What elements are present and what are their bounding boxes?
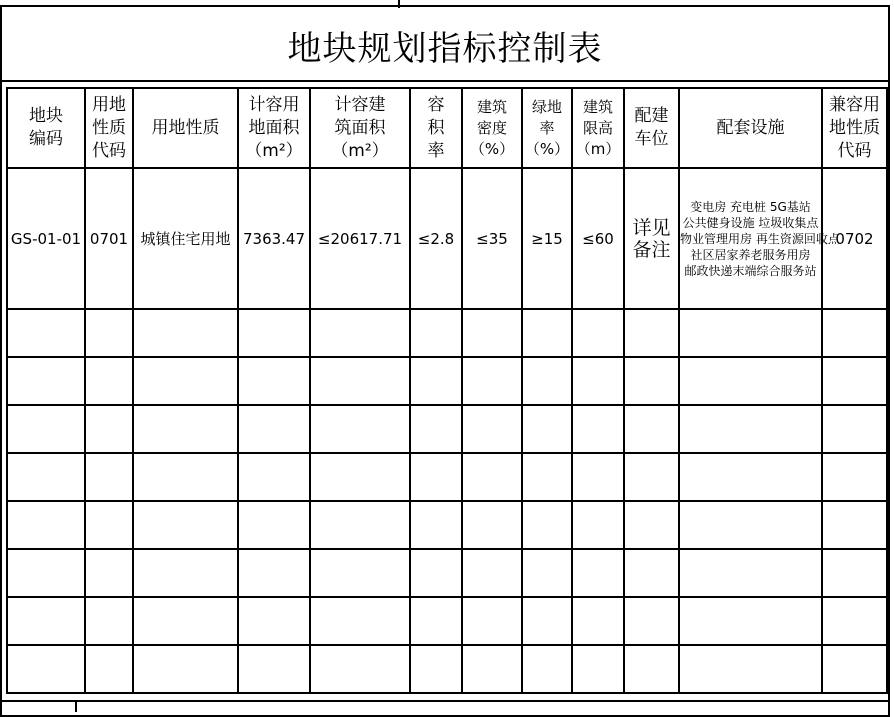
facility-line: 物业管理用房 再生资源回收点 bbox=[680, 231, 840, 246]
header-parcel-code: 地块 编码 bbox=[7, 88, 85, 168]
cell-green-rate: ≥15 bbox=[522, 168, 572, 309]
header-compatible-code: 兼容用 地性质 代码 bbox=[822, 88, 887, 168]
empty-row bbox=[7, 597, 887, 645]
bottom-divider bbox=[0, 700, 890, 702]
facility-line: 变电房 充电桩 5G基站 bbox=[690, 199, 811, 214]
empty-row bbox=[7, 405, 887, 453]
cell-land-area: 7363.47 bbox=[238, 168, 310, 309]
bottom-stub bbox=[75, 700, 77, 712]
cell-compatible-code: 0702 bbox=[822, 168, 887, 309]
empty-row bbox=[7, 501, 887, 549]
table-title: 地块规划指标控制表 bbox=[287, 28, 603, 69]
table-row bbox=[7, 168, 887, 309]
header-green-rate: 绿地 率 （%） bbox=[522, 88, 572, 168]
header-height-limit: 建筑 限高 （m） bbox=[572, 88, 624, 168]
header-land-use: 用地性质 bbox=[133, 88, 238, 168]
header-parking: 配建 车位 bbox=[624, 88, 679, 168]
empty-row bbox=[7, 645, 887, 693]
cell-land-use: 城镇住宅用地 bbox=[133, 168, 238, 309]
empty-row bbox=[7, 357, 887, 405]
cell-land-use-code: 0701 bbox=[85, 168, 133, 309]
top-tick-mark bbox=[398, 0, 400, 8]
empty-row bbox=[7, 549, 887, 597]
header-land-use-code: 用地 性质 代码 bbox=[85, 88, 133, 168]
header-far: 容 积 率 bbox=[410, 88, 462, 168]
empty-row bbox=[7, 309, 887, 357]
header-row bbox=[7, 88, 887, 168]
cell-height-limit: ≤60 bbox=[572, 168, 624, 309]
cell-density: ≤35 bbox=[462, 168, 522, 309]
facility-line: 邮政快递末端综合服务站 bbox=[684, 263, 817, 278]
cell-facilities bbox=[679, 168, 840, 309]
cell-floor-area: ≤20617.71 bbox=[310, 168, 410, 309]
cell-parcel-code: GS-01-01 bbox=[7, 168, 85, 309]
indicator-table bbox=[6, 87, 888, 694]
empty-row bbox=[7, 453, 887, 501]
header-land-area: 计容用 地面积 （m²） bbox=[238, 88, 310, 168]
header-density: 建筑 密度 （%） bbox=[462, 88, 522, 168]
facility-line: 公共健身设施 垃圾收集点 bbox=[682, 215, 819, 230]
header-facilities: 配套设施 bbox=[679, 88, 822, 168]
facility-line: 社区居家养老服务用房 bbox=[690, 247, 811, 262]
cell-far: ≤2.8 bbox=[410, 168, 462, 309]
title-divider bbox=[0, 80, 890, 82]
header-floor-area: 计容建 筑面积 （m²） bbox=[310, 88, 410, 168]
cell-parking: 详见 备注 bbox=[624, 168, 679, 309]
